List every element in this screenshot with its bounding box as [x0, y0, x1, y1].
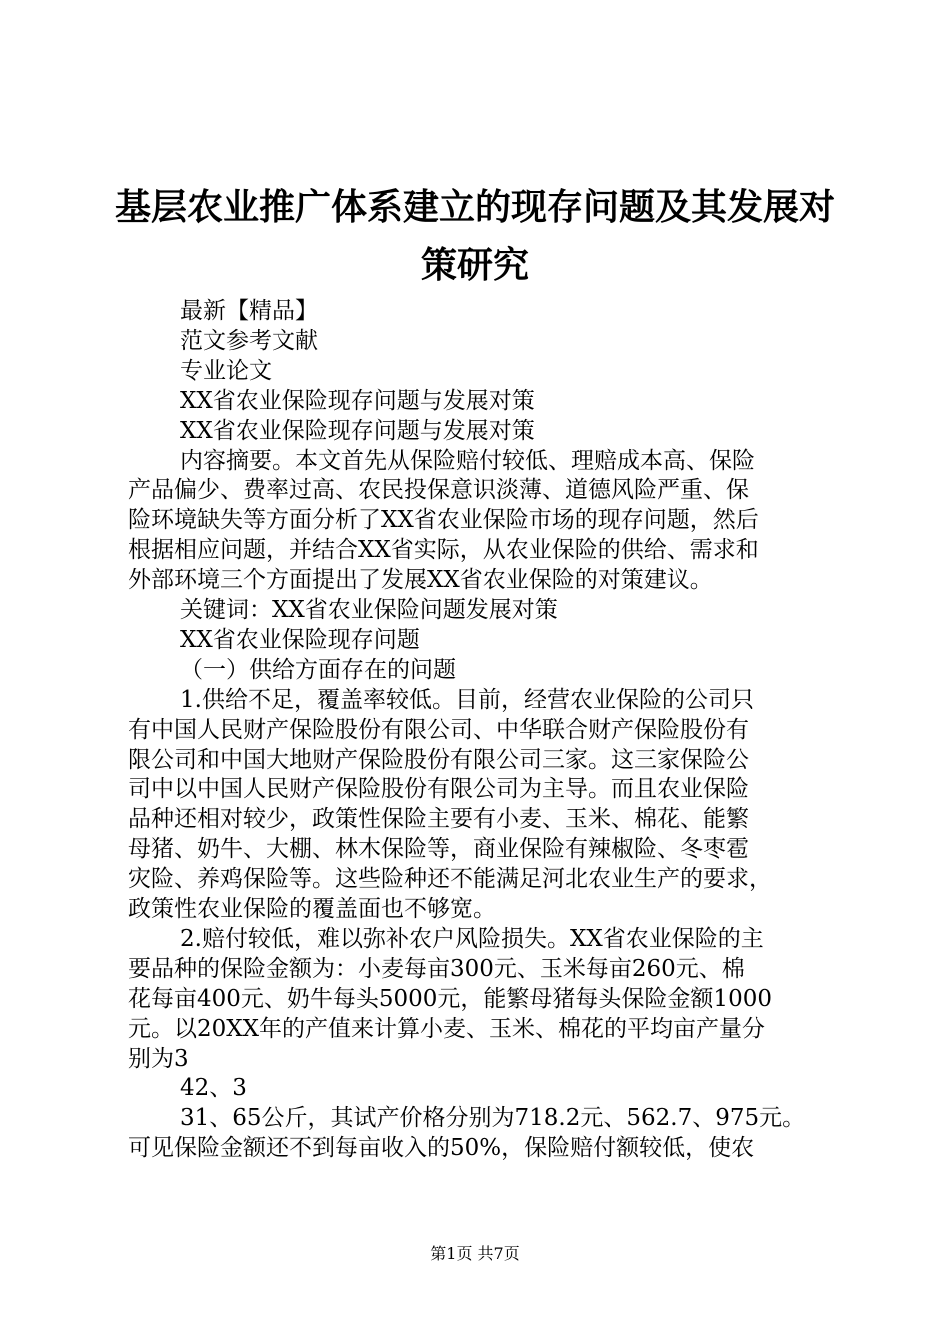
- document-title-line-2: 策研究: [420, 245, 529, 286]
- text-line: 1.供给不足，覆盖率较低。目前，经营农业保险的公司只: [180, 687, 754, 713]
- document-title-line-1: 基层农业推广体系建立的现存问题及其发展对: [114, 187, 835, 228]
- text-line: 内容摘要。本文首先从保险赔付较低、理赔成本高、保险: [180, 448, 755, 474]
- text-line: 范文参考文献: [180, 328, 318, 354]
- text-line: 关键词：XX省农业保险问题发展对策: [180, 597, 558, 623]
- text-line: 根据相应问题，并结合XX省实际，从农业保险的供给、需求和: [128, 537, 759, 563]
- text-line: 品种还相对较少，政策性保险主要有小麦、玉米、棉花、能繁: [128, 806, 749, 832]
- text-line: 别为3: [128, 1046, 189, 1072]
- text-line: 限公司和中国大地财产保险股份有限公司三家。这三家保险公: [128, 747, 749, 773]
- text-line: XX省农业保险现存问题: [180, 627, 420, 653]
- text-line: XX省农业保险现存问题与发展对策: [180, 418, 535, 444]
- text-line: 政策性农业保险的覆盖面也不够宽。: [128, 896, 496, 922]
- text-line: 外部环境三个方面提出了发展XX省农业保险的对策建议。: [128, 567, 713, 593]
- text-line: 有中国人民财产保险股份有限公司、中华联合财产保险股份有: [128, 717, 749, 743]
- text-line: （一）供给方面存在的问题: [180, 657, 456, 683]
- text-line: 花每亩400元、奶牛每头5000元，能繁母猪每头保险金额1000: [128, 986, 772, 1012]
- text-line: 灾险、养鸡保险等。这些险种还不能满足河北农业生产的要求，: [128, 866, 772, 892]
- text-line: 最新【精品】: [180, 298, 318, 324]
- text-line: 母猪、奶牛、大棚、林木保险等，商业保险有辣椒险、冬枣雹: [128, 836, 749, 862]
- text-line: 专业论文: [180, 358, 272, 384]
- text-line: 42、3: [180, 1075, 247, 1101]
- text-line: 2.赔付较低，难以弥补农户风险损失。XX省农业保险的主: [180, 926, 764, 952]
- text-line: 险环境缺失等方面分析了XX省农业保险市场的现存问题，然后: [128, 507, 759, 533]
- text-line: XX省农业保险现存问题与发展对策: [180, 388, 535, 414]
- text-line: 产品偏少、费率过高、农民投保意识淡薄、道德风险严重、保: [128, 477, 749, 503]
- text-line: 31、65公斤，其试产价格分别为718.2元、562.7、975元。: [180, 1105, 806, 1131]
- text-line: 要品种的保险金额为：小麦每亩300元、玉米每亩260元、棉: [128, 956, 745, 982]
- page-footer: 第1页 共7页: [430, 1244, 520, 1263]
- text-line: 可见保险金额还不到每亩收入的50%，保险赔付额较低，使农: [128, 1135, 755, 1161]
- text-line: 元。以20XX年的产值来计算小麦、玉米、棉花的平均亩产量分: [128, 1016, 766, 1042]
- text-line: 司中以中国人民财产保险股份有限公司为主导。而且农业保险: [128, 776, 749, 802]
